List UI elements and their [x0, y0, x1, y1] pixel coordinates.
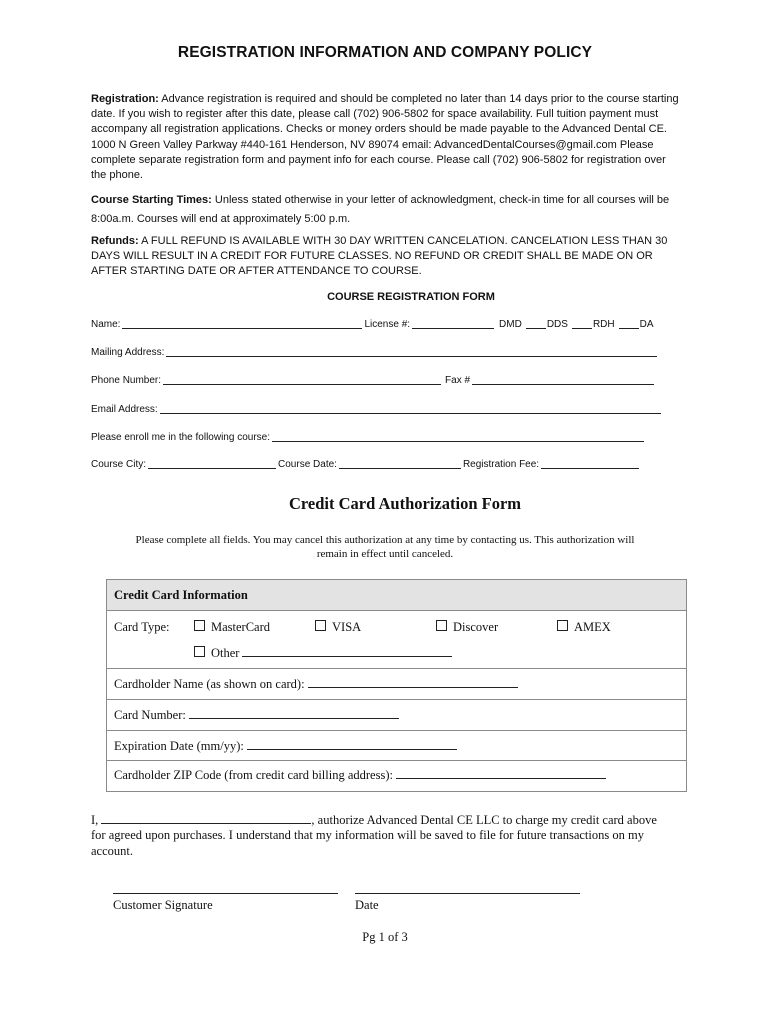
expiration-row — [107, 731, 686, 761]
mailing-row — [91, 346, 659, 358]
date-label: Course Date: — [278, 459, 337, 470]
registration-text: Advance registration is required and should be completed no later than 14 days prior to the course starting date. If you wish to register after this date, please call (702) 906-5802 for space availability. Full tuition payment must accompany all registration applications. Checks or money orders should be made payable to the Advanced Dental CE. 1000 N Green Valley Parkway #440-161 Henderson, NV 89074 email: AdvancedDentalCourses@gmail.com Please complete separate registration form and payment info for each course. Please call (702) 906-5802 for registration over the phone. — [91, 93, 679, 182]
registration-paragraph — [91, 92, 681, 183]
registration-label: Registration: — [91, 93, 159, 105]
zip-label: Cardholder ZIP Code (from credit card billing address): — [114, 768, 393, 782]
enroll-label: Please enroll me in the following course: — [91, 432, 270, 443]
email-field[interactable] — [160, 403, 661, 414]
auth-prefix: I, — [91, 813, 99, 827]
checkbox-icon[interactable] — [194, 620, 205, 631]
card-number-label: Card Number: — [114, 708, 186, 722]
course-registration-title: COURSE REGISTRATION FORM — [327, 291, 495, 303]
license-label: License #: — [364, 319, 411, 330]
mailing-field[interactable] — [166, 346, 657, 357]
option-mastercard[interactable] — [194, 620, 270, 635]
email-label: Email Address: — [91, 404, 158, 415]
email-row — [91, 403, 663, 415]
name-field[interactable] — [122, 318, 362, 329]
city-label: Course City: — [91, 459, 147, 470]
dds-field[interactable] — [572, 318, 592, 329]
fax-field[interactable] — [472, 374, 654, 385]
checkbox-icon[interactable] — [557, 620, 568, 631]
cardholder-label: Cardholder Name (as shown on card): — [114, 677, 305, 691]
mailing-label: Mailing Address: — [91, 347, 165, 358]
course-times-text: Unless stated otherwise in your letter of acknowledgment, check-in time for all courses will be 8:00a.m. Courses will end at approximately 5:00 p.m. — [91, 194, 670, 225]
name-row — [91, 318, 654, 330]
checkbox-icon[interactable] — [315, 620, 326, 631]
phone-label: Phone Number: — [91, 375, 162, 386]
date-label: Date — [355, 898, 379, 912]
option-label: Other — [211, 646, 240, 660]
course-date-field[interactable] — [339, 458, 461, 469]
cc-intro: Please complete all fields. You may cancel this authorization at any time by contacting us. This authorization will remain in effect until canceled. — [135, 534, 635, 560]
city-field[interactable] — [148, 458, 276, 469]
expiration-label: Expiration Date (mm/yy): — [114, 739, 244, 753]
date-line[interactable] — [355, 893, 580, 894]
fax-label: Fax # — [445, 375, 471, 386]
course-times-label: Course Starting Times: — [91, 194, 212, 206]
card-number-row — [107, 700, 686, 731]
cc-form-title: Credit Card Authorization Form — [288, 494, 522, 513]
page-title: REGISTRATION INFORMATION AND COMPANY POLICY — [177, 44, 593, 61]
enroll-field[interactable] — [272, 431, 644, 442]
cardholder-field[interactable] — [308, 676, 518, 688]
signature-line[interactable] — [113, 893, 338, 894]
name-label: Name: — [91, 319, 121, 330]
card-number-field[interactable] — [189, 707, 399, 719]
da-label: DA — [639, 319, 654, 330]
checkbox-icon[interactable] — [436, 620, 447, 631]
option-label: MasterCard — [211, 620, 271, 634]
zip-row — [107, 761, 686, 790]
license-field[interactable] — [412, 318, 494, 329]
auth-name-field[interactable] — [101, 812, 311, 824]
refunds-paragraph — [91, 234, 681, 280]
option-other[interactable] — [194, 645, 452, 661]
course-times-paragraph — [91, 191, 681, 229]
option-label: VISA — [332, 620, 362, 634]
card-type-label: Card Type: — [114, 620, 170, 634]
auth-text: , authorize Advanced Dental CE LLC to charge my credit card above for agreed upon purchases. I understand that my information will be saved to file for future transactions on my account. — [91, 813, 657, 858]
option-visa[interactable] — [315, 620, 361, 635]
option-amex[interactable] — [557, 620, 611, 635]
enroll-row — [91, 431, 646, 443]
dmd-field[interactable] — [526, 318, 546, 329]
dds-label: DDS — [546, 319, 568, 330]
option-discover[interactable] — [436, 620, 498, 635]
customer-signature-label: Customer Signature — [113, 898, 213, 912]
cardholder-row — [107, 669, 686, 700]
cc-info-box — [106, 579, 687, 792]
page-number: Pg 1 of 3 — [362, 930, 408, 944]
zip-field[interactable] — [396, 767, 606, 779]
refunds-label: Refunds: — [91, 235, 139, 247]
dmd-label: DMD — [499, 319, 522, 330]
cc-section-title: Credit Card Information — [107, 580, 686, 611]
other-field[interactable] — [242, 645, 452, 657]
card-type-row — [107, 611, 686, 669]
course-details-row — [91, 458, 641, 470]
option-label: AMEX — [574, 620, 611, 634]
authorization-statement — [91, 812, 671, 859]
rdh-field[interactable] — [619, 318, 639, 329]
phone-row — [91, 374, 656, 386]
expiration-field[interactable] — [247, 738, 457, 750]
rdh-label: RDH — [592, 319, 615, 330]
fee-label: Registration Fee: — [462, 459, 540, 470]
checkbox-icon[interactable] — [194, 646, 205, 657]
option-label: Discover — [453, 620, 499, 634]
refunds-text: A FULL REFUND IS AVAILABLE WITH 30 DAY WRITTEN CANCELATION. CANCELATION LESS THAN 30 DAYS WILL RESULT IN A CREDIT FOR FUTURE CLASSES. NO REFUND OR CREDIT SHALL BE MADE ON OR AFTER STARTING DATE OR AFTER ATTENDANCE TO COURSE. — [91, 235, 668, 278]
fee-field[interactable] — [541, 458, 639, 469]
phone-field[interactable] — [163, 374, 441, 385]
